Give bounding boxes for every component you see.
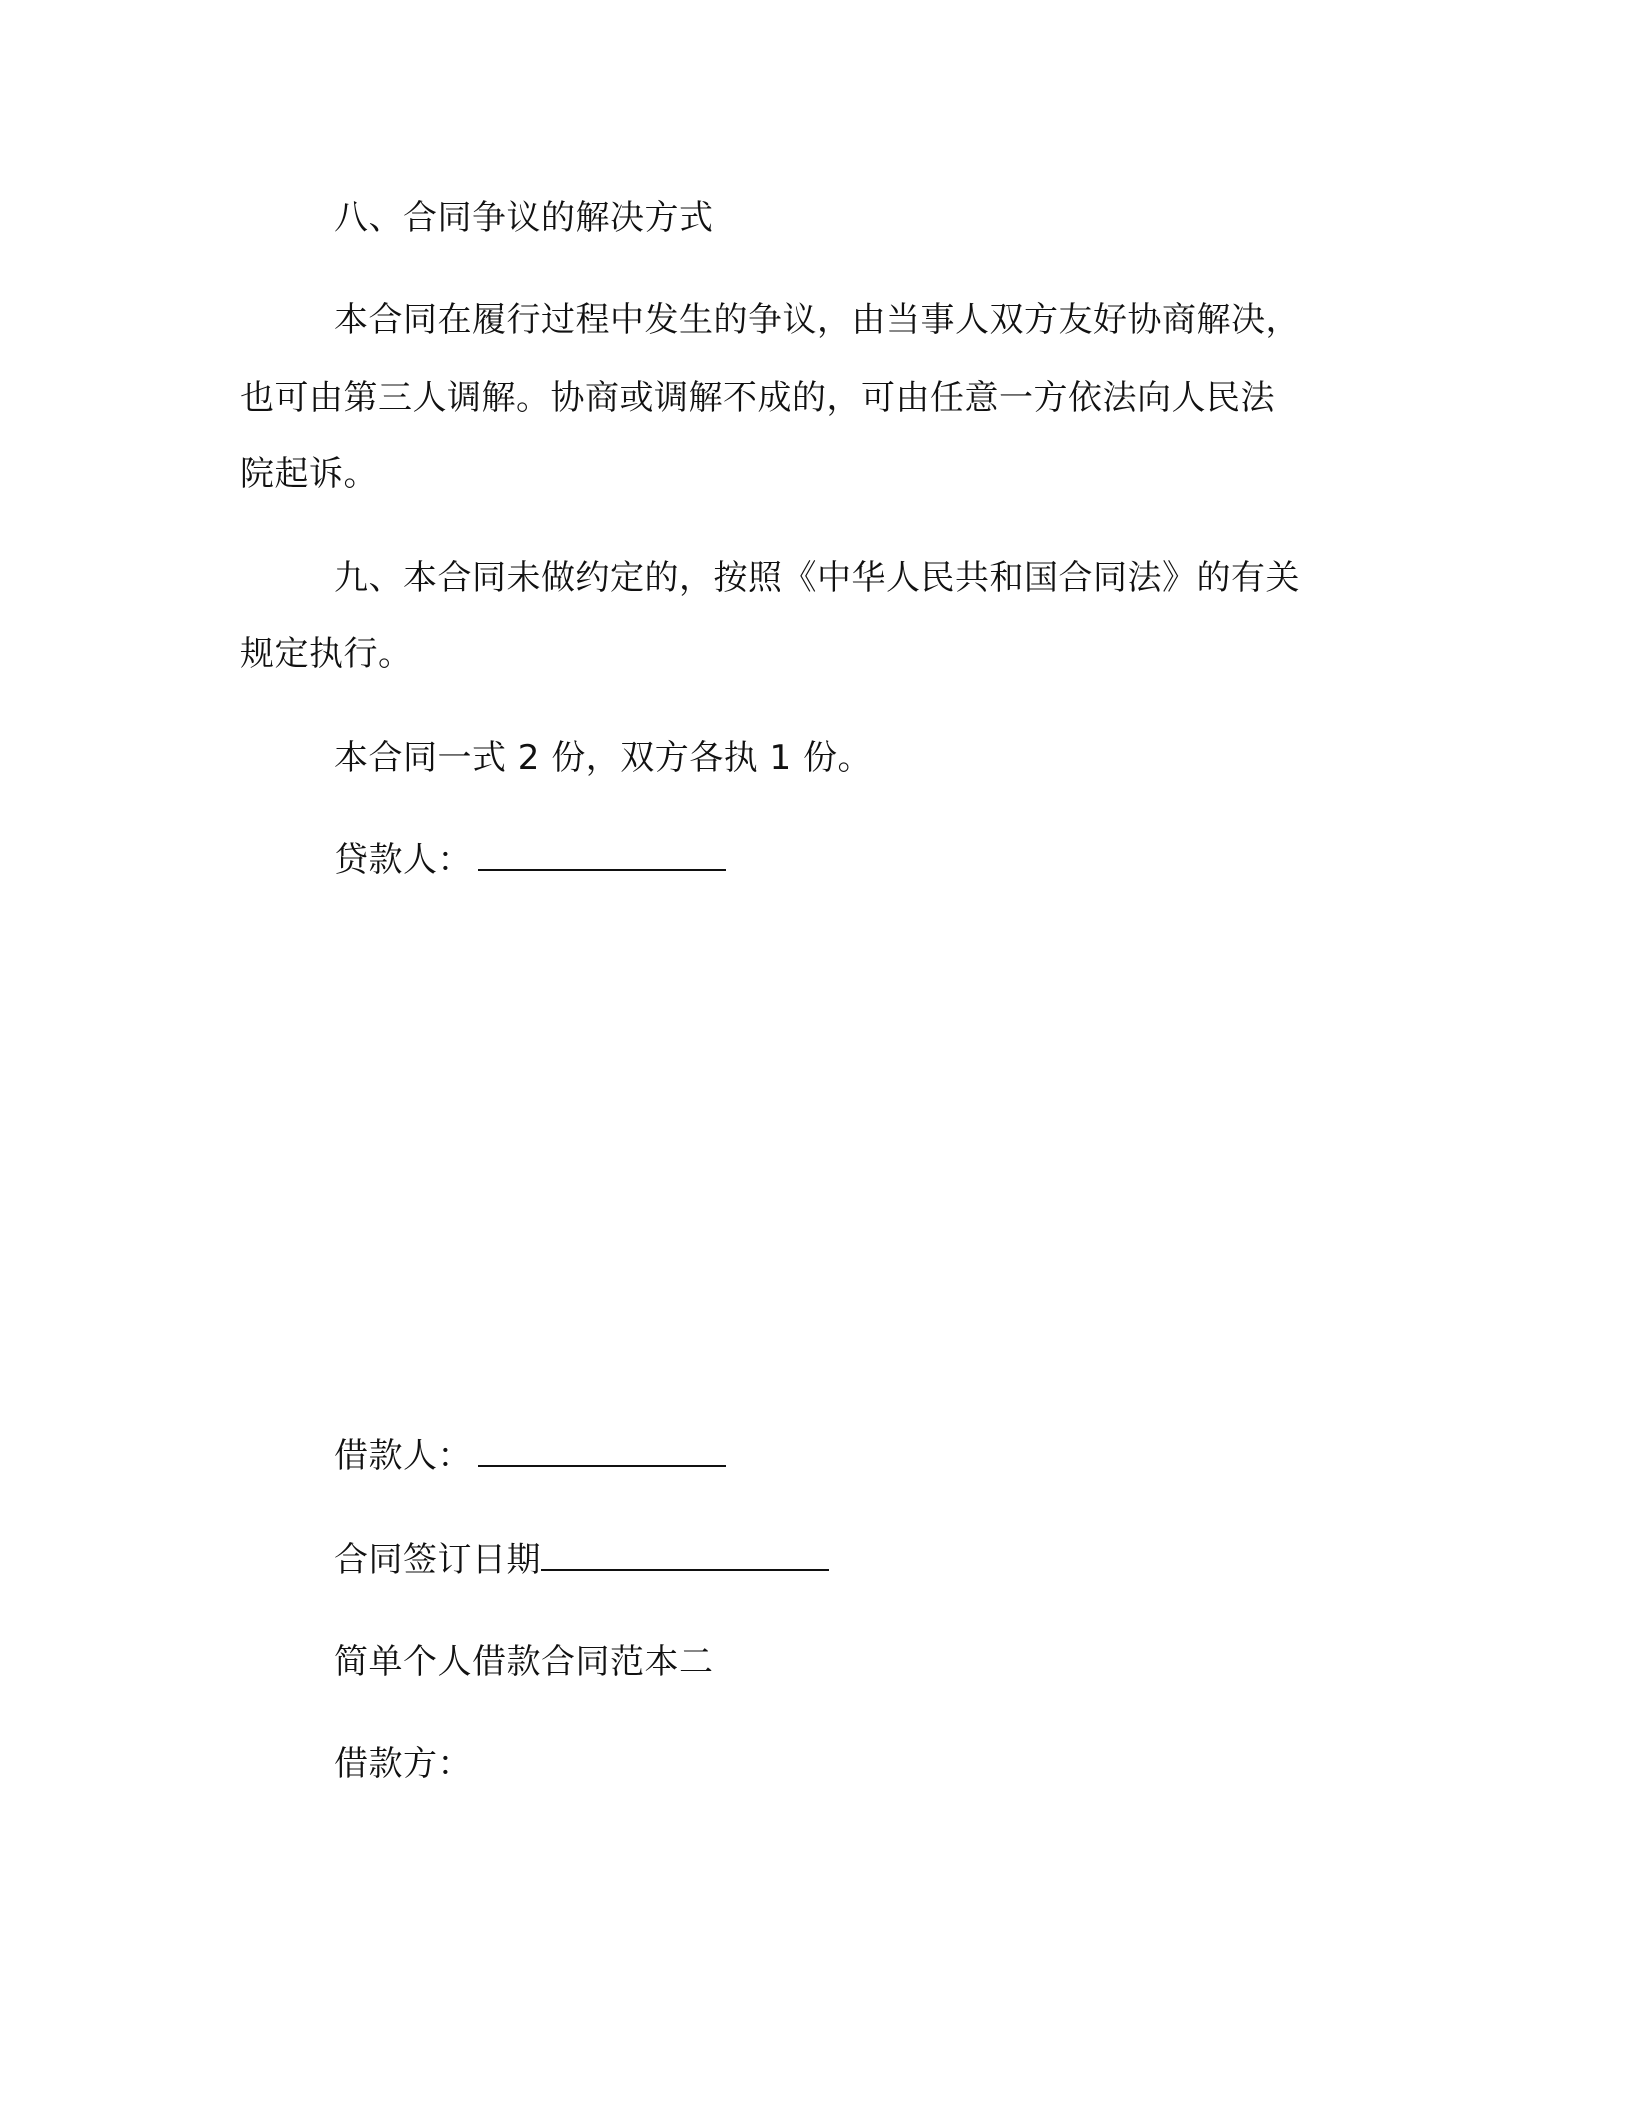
borrower-signature-line (334, 1432, 1534, 1480)
lender-label: 贷款人： (334, 840, 472, 880)
section9-line-2: 规定执行。 (240, 634, 413, 674)
section8-paragraph-line-3: 院起诉。 (240, 454, 378, 494)
section8-paragraph-line-1: 本合同在履行过程中发生的争议，由当事人双方友好协商解决， (334, 300, 1300, 340)
section8-heading: 八、合同争议的解决方式 (334, 198, 714, 238)
lender-signature-blank (478, 839, 726, 871)
borrower-label: 借款人： (334, 1436, 472, 1476)
borrower-signature-blank (478, 1435, 726, 1467)
template2-title: 简单个人借款合同范本二 (334, 1642, 714, 1682)
sign-date-blank (541, 1539, 829, 1571)
copies-statement: 本合同一式 2 份，双方各执 1 份。 (334, 738, 872, 778)
sign-date-line (334, 1536, 1534, 1584)
section9-line-1: 九、本合同未做约定的，按照《中华人民共和国合同法》的有关 (334, 558, 1300, 598)
lender-signature-line (334, 836, 1534, 884)
sign-date-label: 合同签订日期 (334, 1540, 541, 1580)
section8-paragraph-line-2: 也可由第三人调解。协商或调解不成的，可由任意一方依法向人民法 (240, 378, 1275, 418)
borrower-party-label: 借款方： (334, 1744, 472, 1784)
